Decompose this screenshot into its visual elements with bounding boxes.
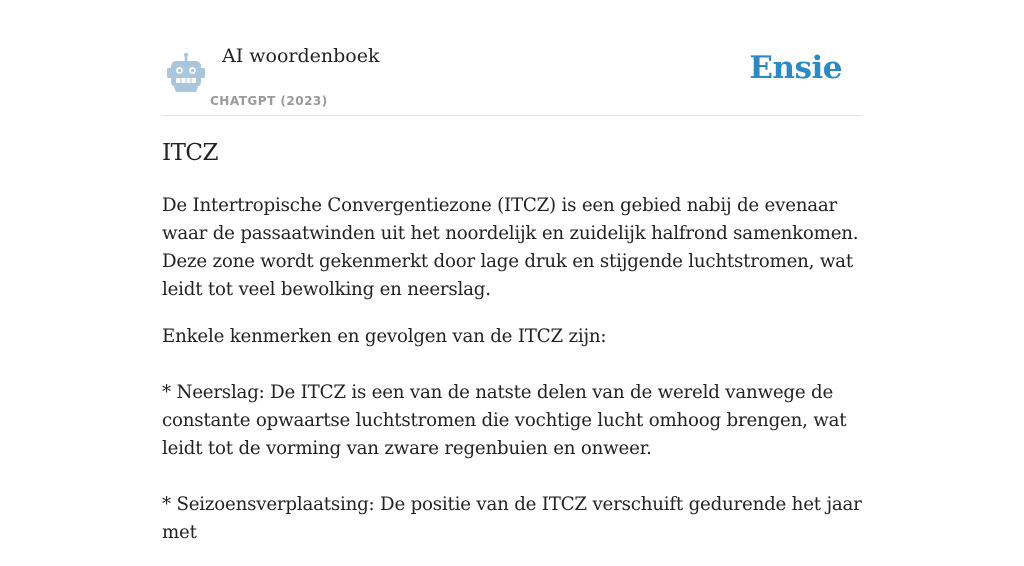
- header: [162, 0, 862, 116]
- robot-icon: [166, 52, 206, 92]
- ensie-logo[interactable]: Ensie: [749, 50, 842, 86]
- entry-container: [162, 0, 862, 543]
- entry-paragraph: * Seizoensverplaatsing: De positie van de ITCZ verschuift gedurende het jaar met: [162, 494, 862, 543]
- entry-paragraph: De Intertropische Convergentiezone (ITCZ) is een gebied nabij de evenaar waar de passaatwinden uit het noordelijk en zuidelijk halfrond samenkomen. Deze zone wordt gekenmerkt door lage druk en stijgende luchtstromen, wat leidt tot veel bewolking en neerslag.: [162, 195, 859, 300]
- entry-paragraph: Enkele kenmerken en gevolgen van de ITCZ zijn:: [162, 326, 607, 347]
- entry-body: [162, 192, 862, 566]
- dictionary-source: CHATGPT (2023): [210, 94, 328, 108]
- dictionary-title[interactable]: AI woordenboek: [222, 45, 380, 67]
- entry-term: ITCZ: [162, 140, 219, 166]
- entry-paragraph: * Neerslag: De ITCZ is een van de natste delen van de wereld vanwege de constante opwaartse luchtstromen die vochtige lucht omhoog brengen, wat leidt tot de vorming van zware regenbuien en onweer.: [162, 382, 847, 459]
